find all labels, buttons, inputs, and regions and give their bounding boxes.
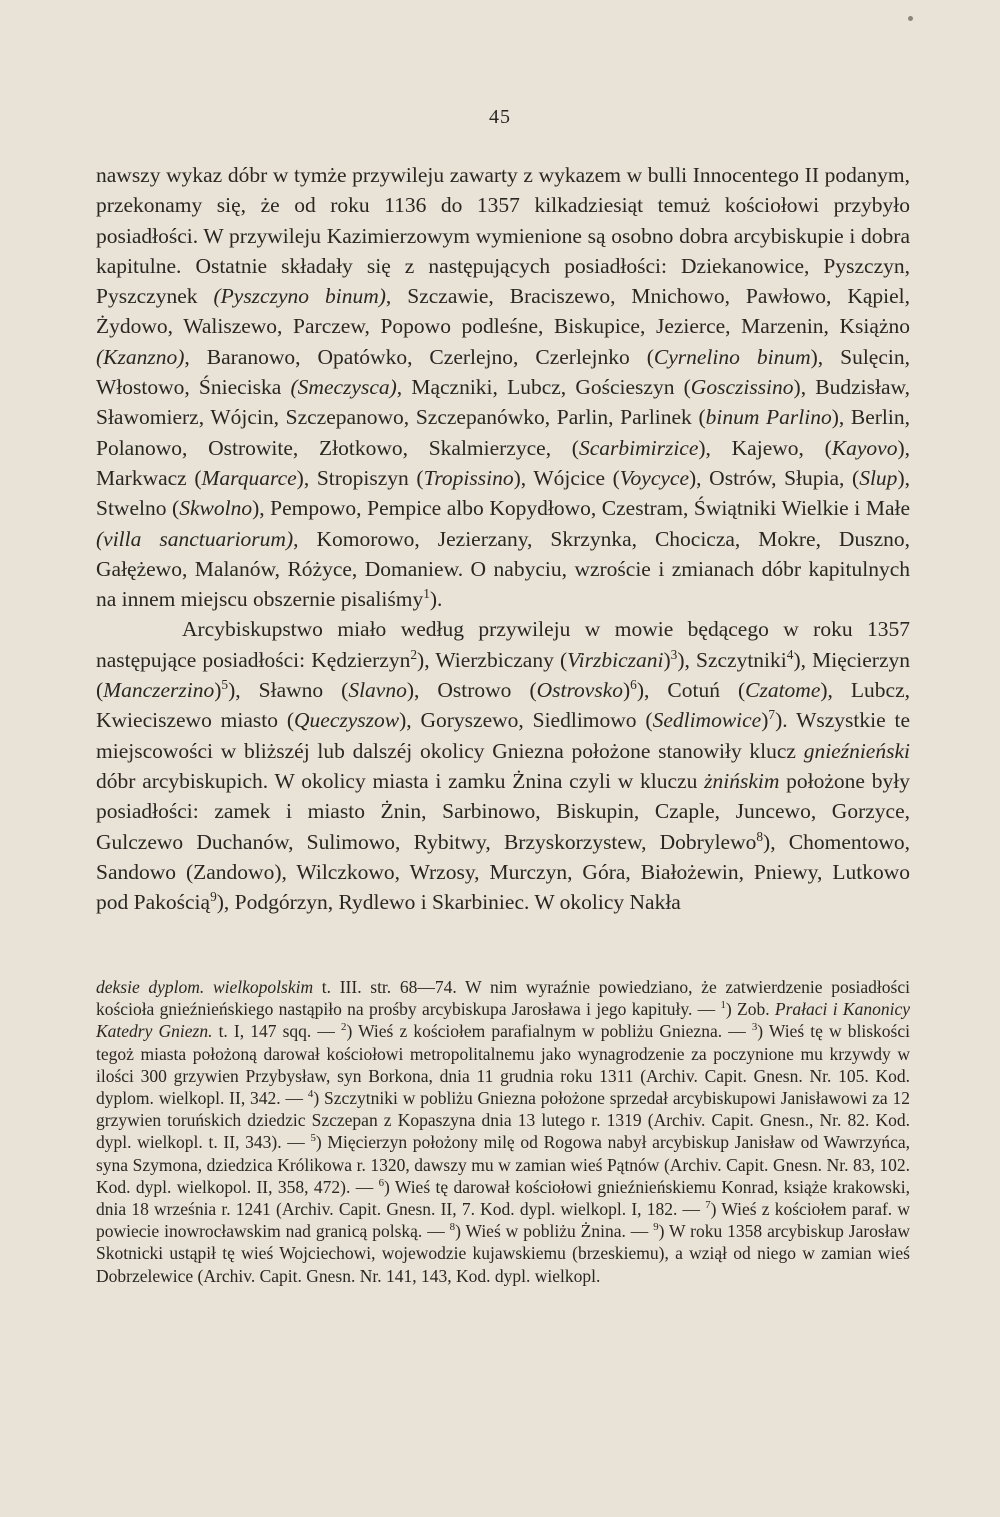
main-text bbox=[96, 160, 910, 917]
footnotes-text: deksie dyplom. wielkopolskim t. III. str. 68—74. W nim wyraźnie powiedziano, że zatwierdzenie posiadłości kościoła gnieźnieńskiego nastąpiło na prośby arcybiskupa Jarosława i jego kapituły. — $^1$) Zob. Prałaci i Kanonicy Katedry Gniezn. t. I, 147 sqq. — $^2$) Wieś z kościołem parafialnym w pobliżu Gniezna. — $^3$) Wieś tę w bliskości tegoż miasta położoną darował kościołowi metropolitalnemu jako wynagrodzenie za poczynione mu krzywdy w ilości 300 grzywien Przybysław, syn Borkona, dnia 11 grudnia roku 1311 (Archiv. Capit. Gnesn. Nr. 105. Kod. dyplom. wielkopl. II, 342. — $^4$) Szczytniki w pobliżu Gniezna położone sprzedał arcybiskupowi Janisławowi za 12 grzywien toruńskich dziedzic Szczepan z Kopaszyna dnia 13 lutego r. 1319 (Archiv. Capit. Gnesn., Nr. 82. Kod. dypl. wielkopl. t. II, 343). — $^5$) Mięcierzyn położony milę od Rogowa nabył arcybiskup Janisław od Wawrzyńca, syna Szymona, dziedzica Królikowa r. 1320, dawszy mu w zamian wieś Pątnów (Archiv. Capit. Gnesn. Nr. 83, 102. Kod. dypl. wielkopol. II, 358, 472). — $^6$) Wieś tę darował kościołowi gnieźnieńskiemu Konrad, książe krakowski, dnia 18 września r. 1241 (Archiv. Capit. Gnesn. II, 7. Kod. dypl. wielkopl. I, 182. — $^7$) Wieś z kościołem paraf. w powiecie inowrocławskim nad granicą polską. — $^8$) Wieś w pobliżu Żnina. — $^9$) W roku 1358 arcybiskup Jarosław Skotnicki ustąpił tę wieś Wojciechowi, wojewodzie kujawskiemu (brzeskiemu), a wziął od niego w zamian wieś Dobrzelewice (Archiv. Capit. Gnesn. Nr. 141, 143, Kod. dypl. wielkopl. bbox=[96, 977, 911, 1286]
footnotes bbox=[96, 976, 910, 1287]
paragraph-1: nawszy wykaz dóbr w tymże przywileju zawarty z wykazem w bulli Innocentego II podanym, przekonamy się, że od roku 1136 do 1357 kilkadziesiąt temuż kościołowi przybyło posiadłości. W przywileju Kazimierzowym wymienione są osobno dobra arcybiskupie i dobra kapitulne. Ostatnie składały się z następujących posiadłości: Dziekanowice, Pyszczyn, Pyszczynek (Pyszczyno binum), Szczawie, Braciszewo, Mnichowo, Pawłowo, Kąpiel, Żydowo, Waliszewo, Parczew, Popowo podleśne, Biskupice, Jezierce, Marzenin, Książno (Kzanzno), Baranowo, Opatówko, Czerlejno, Czerlejnko (Cyrnelino binum), Sulęcin, Włostowo, Śnieciska (Smeczysca), Mączniki, Lubcz, Gościeszyn (Gosczissino), Budzisław, Sławomierz, Wójcin, Szczepanowo, Szczepanówko, Parlin, Parlinek (binum Parlino), Berlin, Polanowo, Ostrowite, Złotkowo, Skalmierzyce, (Scarbimirzice), Kajewo, (Kayovo), Markwacz (Marquarce), Stropiszyn (Tropissino), Wójcice (Voycyce), Ostrów, Słupia, (Slup), Stwelno (Skwolno), Pempowo, Pempice albo Kopydłowo, Czestram, Świątniki Wielkie i Małe (villa sanctuariorum), Komorowo, Jezierzany, Skrzynka, Chocicza, Mokre, Duszno, Gałężewo, Malanów, Różyce, Domaniew. O nabyciu, wzroście i zmianach dóbr kapitulnych na innem miejscu obszernie pisaliśmy$^1$). bbox=[96, 163, 911, 612]
ink-spot bbox=[908, 16, 913, 21]
page-number: 45 bbox=[489, 106, 511, 128]
paragraph-2: Arcybiskupstwo miało według przywileju w mowie będącego w roku 1357 następujące posiadłości: Kędzierzyn$^2$), Wierzbiczany (Virzbiczani)$^3$), Szczytniki$^4$), Mięcierzyn (Manczerzino)$^5$), Sławno (Slavno), Ostrowo (Ostrovsko)$^6$), Cotuń (Czatome), Lubcz, Kwieciszewo miasto (Queczyszow), Goryszewo, Siedlimowo (Sedlimowice)$^7$). Wszystkie te miejscowości w bliższéj lub dalszéj okolicy Gniezna położone stanowiły klucz gnieźnieński dóbr arcybiskupich. W okolicy miasta i zamku Żnina czyli w kluczu żnińskim położone były posiadłości: zamek i miasto Żnin, Sarbinowo, Biskupin, Czaple, Juncewo, Gorzyce, Gulczewo Duchanów, Sulimowo, Rybitwy, Brzyskorzystew, Dobrylewo$^8$), Chomentowo, Sandowo (Zandowo), Wilczkowo, Wrzosy, Murczyn, Góra, Białożewin, Pniewy, Lutkowo pod Pakością$^9$), Podgórzyn, Rydlewo i Skarbiniec. W okolicy Nakła bbox=[96, 617, 911, 915]
